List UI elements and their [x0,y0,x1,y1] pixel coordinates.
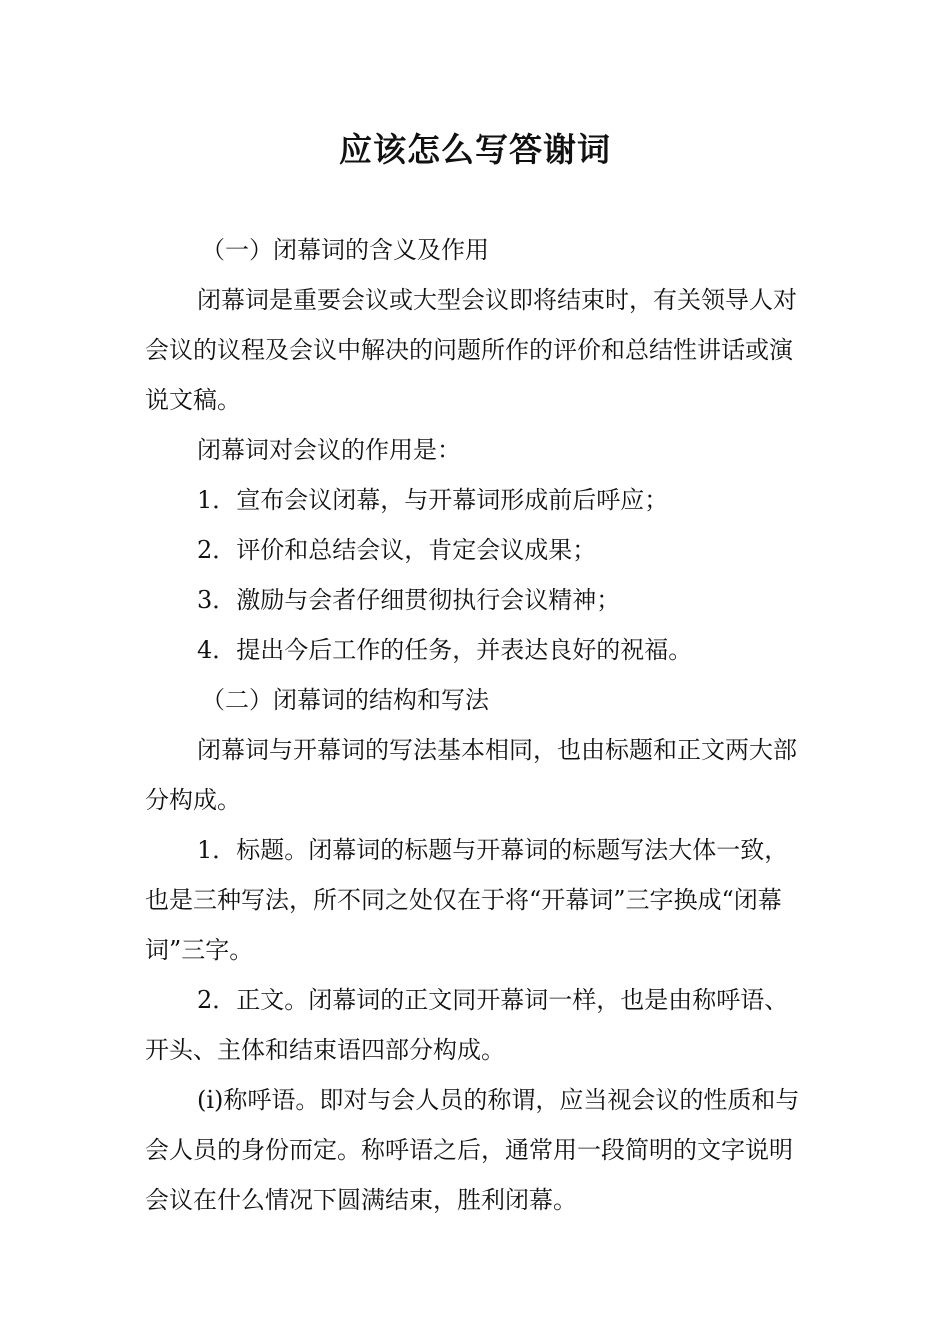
paragraph-structure-intro: 闭幕词与开幕词的写法基本相同，也由标题和正文两大部分构成。 [145,736,797,814]
list-item-function-3: 3．激励与会者仔细贯彻执行会议精神； [197,586,621,614]
paragraph-salutation: (i)称呼语。即对与会人员的称谓，应当视会议的性质和与会人员的身份而定。称呼语之后，通常用一段简明的文字说明会议在什么情况下圆满结束，胜利闭幕。 [145,1086,800,1214]
paragraph-definition: 闭幕词是重要会议或大型会议即将结束时，有关领导人对会议的议程及会议中解决的问题所作的评价和总结性讲话或演说文稿。 [145,286,797,414]
document-body [145,225,807,1225]
paragraph-body-part: 2．正文。闭幕词的正文同开幕词一样，也是由称呼语、开头、主体和结束语四部分构成。 [145,986,789,1064]
document-title: 应该怎么写答谢词 [339,130,611,169]
list-item-function-1: 1．宣布会议闭幕，与开幕词形成前后呼应； [197,486,669,514]
list-item-function-4: 4．提出今后工作的任务，并表达良好的祝福。 [197,636,693,664]
paragraph-functions-intro: 闭幕词对会议的作用是： [197,436,461,464]
section-heading-2: （二）闭幕词的结构和写法 [201,686,489,714]
section-heading-1: （一）闭幕词的含义及作用 [201,236,489,264]
list-item-function-2: 2．评价和总结会议，肯定会议成果； [197,536,597,564]
paragraph-title-part: 1．标题。闭幕词的标题与开幕词的标题写法大体一致，也是三种写法，所不同之处仅在于将“开幕词”三字换成“闭幕词”三字。 [145,836,789,964]
